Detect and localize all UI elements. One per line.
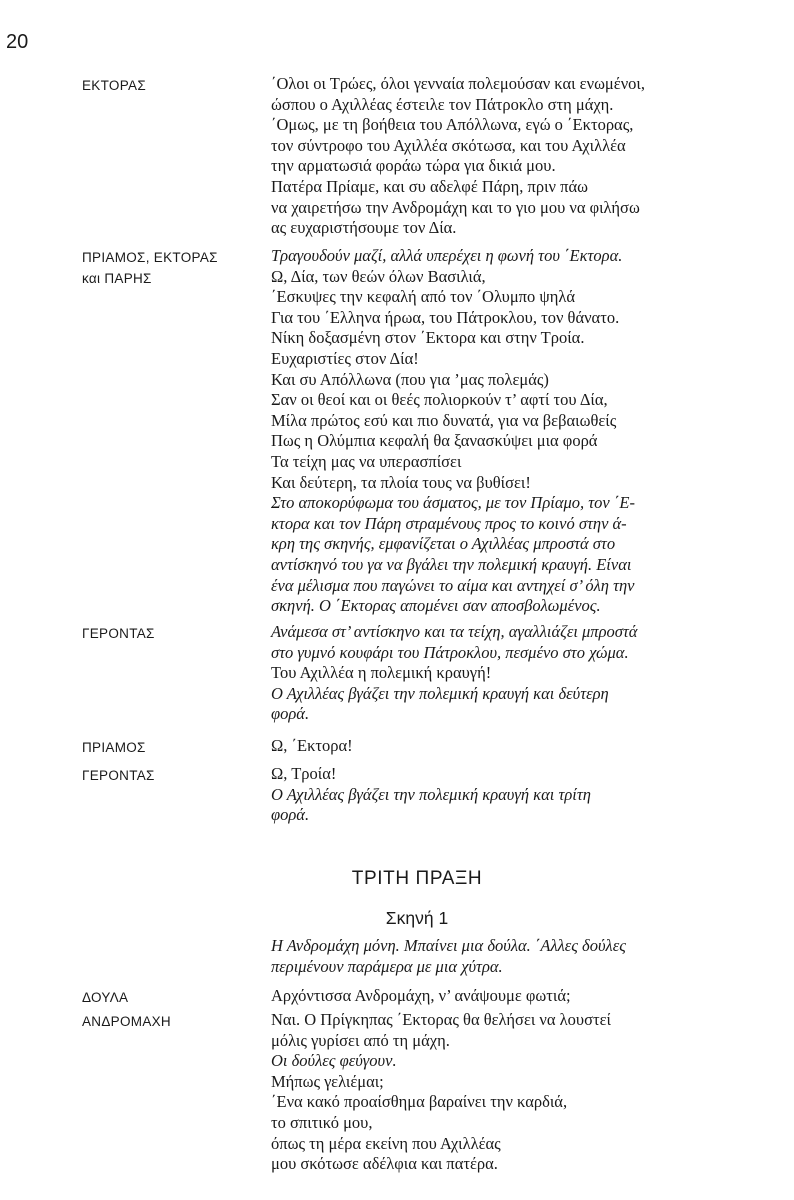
speaker-name	[82, 987, 262, 1008]
stage-direction-line: φορά.	[271, 805, 310, 825]
verse-line: Μήπως γελιέμαι;	[271, 1071, 384, 1091]
scene-title: Σκηνή 1	[385, 908, 449, 928]
speaker-line: ΠΡΙΑΜΟΣ, ΕΚΤΟΡΑΣ	[82, 250, 218, 265]
stage-direction-line: στο γυμνό κουφάρι του Πάτροκλου, πεσμένο στο χώμα.	[271, 642, 629, 662]
speaker-line: ΠΡΙΑΜΟΣ	[82, 740, 146, 755]
verse-line: Του Αχιλλέα η πολεμική κραυγή!	[271, 663, 492, 683]
verse-line: Πως η Ολύμπια κεφαλή θα ξανασκύψει μια φορά	[271, 431, 598, 451]
speaker-line: ΓΕΡΟΝΤΑΣ	[82, 626, 155, 641]
dialogue-text	[271, 736, 771, 757]
act-title: ΤΡΙΤΗ ΠΡΑΞΗ	[351, 868, 483, 889]
stage-direction-line: σκηνή. Ο ΄Εκτορας απομένει σαν αποσβολωμένος.	[271, 596, 601, 616]
verse-line: ΄Ενα κακό προαίσθημα βαραίνει την καρδιά,	[271, 1092, 568, 1112]
verse-line: ΄Εσκυψες την κεφαλή από τον ΄Ολυμπο ψηλά	[271, 287, 575, 307]
verse-line: μόλις γυρίσει από τη μάχη.	[271, 1030, 450, 1050]
speaker-name	[82, 247, 262, 289]
verse-line: Πατέρα Πρίαμε, και συ αδελφέ Πάρη, πριν πάω	[271, 176, 588, 196]
verse-line: Ω, ΄Εκτορα!	[271, 736, 353, 755]
stage-direction-line: περιμένουν παράμερα με μια χύτρα.	[271, 956, 503, 976]
stage-direction-line: Στο αποκορύφωμα του άσματος, με τον Πρίαμο, τον ΄Ε-	[271, 493, 635, 513]
dialogue-text	[271, 74, 771, 239]
verse-line: ΄Ομως, με τη βοήθεια του Απόλλωνα, εγώ ο ΄Εκτορας,	[271, 115, 634, 135]
dialogue-text	[271, 986, 771, 1007]
stage-direction-line: Ανάμεσα στ’ αντίσκηνο και τα τείχη, αγαλλιάζει μπροστά	[271, 622, 638, 641]
verse-line: Νίκη δοξασμένη στον ΄Εκτορα και στην Τροία.	[271, 328, 585, 348]
verse-line: Ω, Δία, των θεών όλων Βασιλιά,	[271, 266, 486, 286]
speaker-line: ΑΝΔΡΟΜΑΧΗ	[82, 1014, 171, 1029]
speaker-line: ΕΚΤΟΡΑΣ	[82, 78, 146, 93]
verse-line: Και δεύτερη, τα πλοία τους να βυθίσει!	[271, 472, 531, 492]
verse-line: Ευχαριστίες στον Δία!	[271, 348, 419, 368]
verse-line: Σαν οι θεοί και οι θεές πολιορκούν τ’ αφτί του Δία,	[271, 390, 608, 410]
speaker-name	[82, 765, 262, 786]
stage-direction-line: ένα μέλισμα που παγώνει το αίμα και αντηχεί σ’ όλη την	[271, 575, 635, 595]
stage-direction-line: κτορα και τον Πάρη στραμένους προς το κοινό στην ά-	[271, 513, 627, 533]
speaker-line: ΓΕΡΟΝΤΑΣ	[82, 768, 155, 783]
dialogue-text	[271, 246, 771, 617]
verse-line: όπως τη μέρα εκείνη που Αχιλλέας	[271, 1133, 501, 1153]
speaker-name	[82, 1011, 262, 1032]
verse-line: Ναι. Ο Πρίγκηπας ΄Εκτορας θα θελήσει να λουστεί	[271, 1010, 611, 1029]
stage-direction-line: Τραγουδούν μαζί, αλλά υπερέχει η φωνή του ΄Εκτορα.	[271, 246, 623, 265]
stage-direction-line: κρη της σκηνής, εμφανίζεται ο Αχιλλέας μπροστά στο	[271, 534, 616, 554]
verse-line: Μίλα πρώτος εσύ και πιο δυνατά, για να βεβαιωθείς	[271, 410, 617, 430]
dialogue-text	[271, 622, 771, 725]
speaker-name	[82, 75, 262, 96]
page-number: 20	[6, 31, 29, 53]
stage-direction-line: αντίσκηνό του γα να βγάλει την πολεμική κραυγή. Είναι	[271, 554, 632, 574]
stage-direction-line: φορά.	[271, 704, 310, 724]
verse-line: ας ευχαριστήσουμε τον Δία.	[271, 218, 457, 238]
verse-line: ΄Ολοι οι Τρώες, όλοι γενναία πολεμούσαν και ενωμένοι,	[271, 74, 645, 93]
verse-line: την αρματωσιά φοράω τώρα για δικιά μου.	[271, 156, 556, 176]
verse-line: Ω, Τροία!	[271, 764, 337, 783]
verse-line: το σπιτικό μου,	[271, 1112, 373, 1132]
speaker-line: ΔΟΥΛΑ	[82, 990, 129, 1005]
verse-line: Για του ΄Ελληνα ήρωα, του Πάτροκλου, τον θάνατο.	[271, 307, 620, 327]
verse-line: να χαιρετήσω την Ανδρομάχη και το γιο μου να φιλήσω	[271, 197, 640, 217]
verse-line: μου σκότωσε αδέλφια και πατέρα.	[271, 1154, 498, 1174]
verse-line: ώσπου ο Αχιλλέας έστειλε τον Πάτροκλο στη μάχη.	[271, 94, 614, 114]
stage-direction-line: Ο Αχιλλέας βγάζει την πολεμική κραυγή και δεύτερη	[271, 683, 609, 703]
verse-line: τον σύντροφο του Αχιλλέα σκότωσα, και του Αχιλλέα	[271, 135, 626, 155]
speaker-name	[82, 623, 262, 644]
speaker-line: και ΠΑΡΗΣ	[82, 271, 152, 286]
verse-line: Και συ Απόλλωνα (που για ’μας πολεμάς)	[271, 369, 549, 389]
speaker-name	[82, 737, 262, 758]
verse-line: Αρχόντισσα Ανδρομάχη, ν’ ανάψουμε φωτιά;	[271, 986, 571, 1005]
stage-direction	[271, 936, 771, 977]
stage-direction-line: Ο Αχιλλέας βγάζει την πολεμική κραυγή και τρίτη	[271, 784, 591, 804]
dialogue-text	[271, 1010, 771, 1175]
verse-line: Τα τείχη μας να υπερασπίσει	[271, 451, 462, 471]
stage-direction-line: Οι δούλες φεύγουν.	[271, 1051, 397, 1071]
stage-direction-line: Η Ανδρομάχη μόνη. Μπαίνει μια δούλα. ΄Αλλες δούλες	[271, 936, 626, 955]
dialogue-text	[271, 764, 771, 826]
